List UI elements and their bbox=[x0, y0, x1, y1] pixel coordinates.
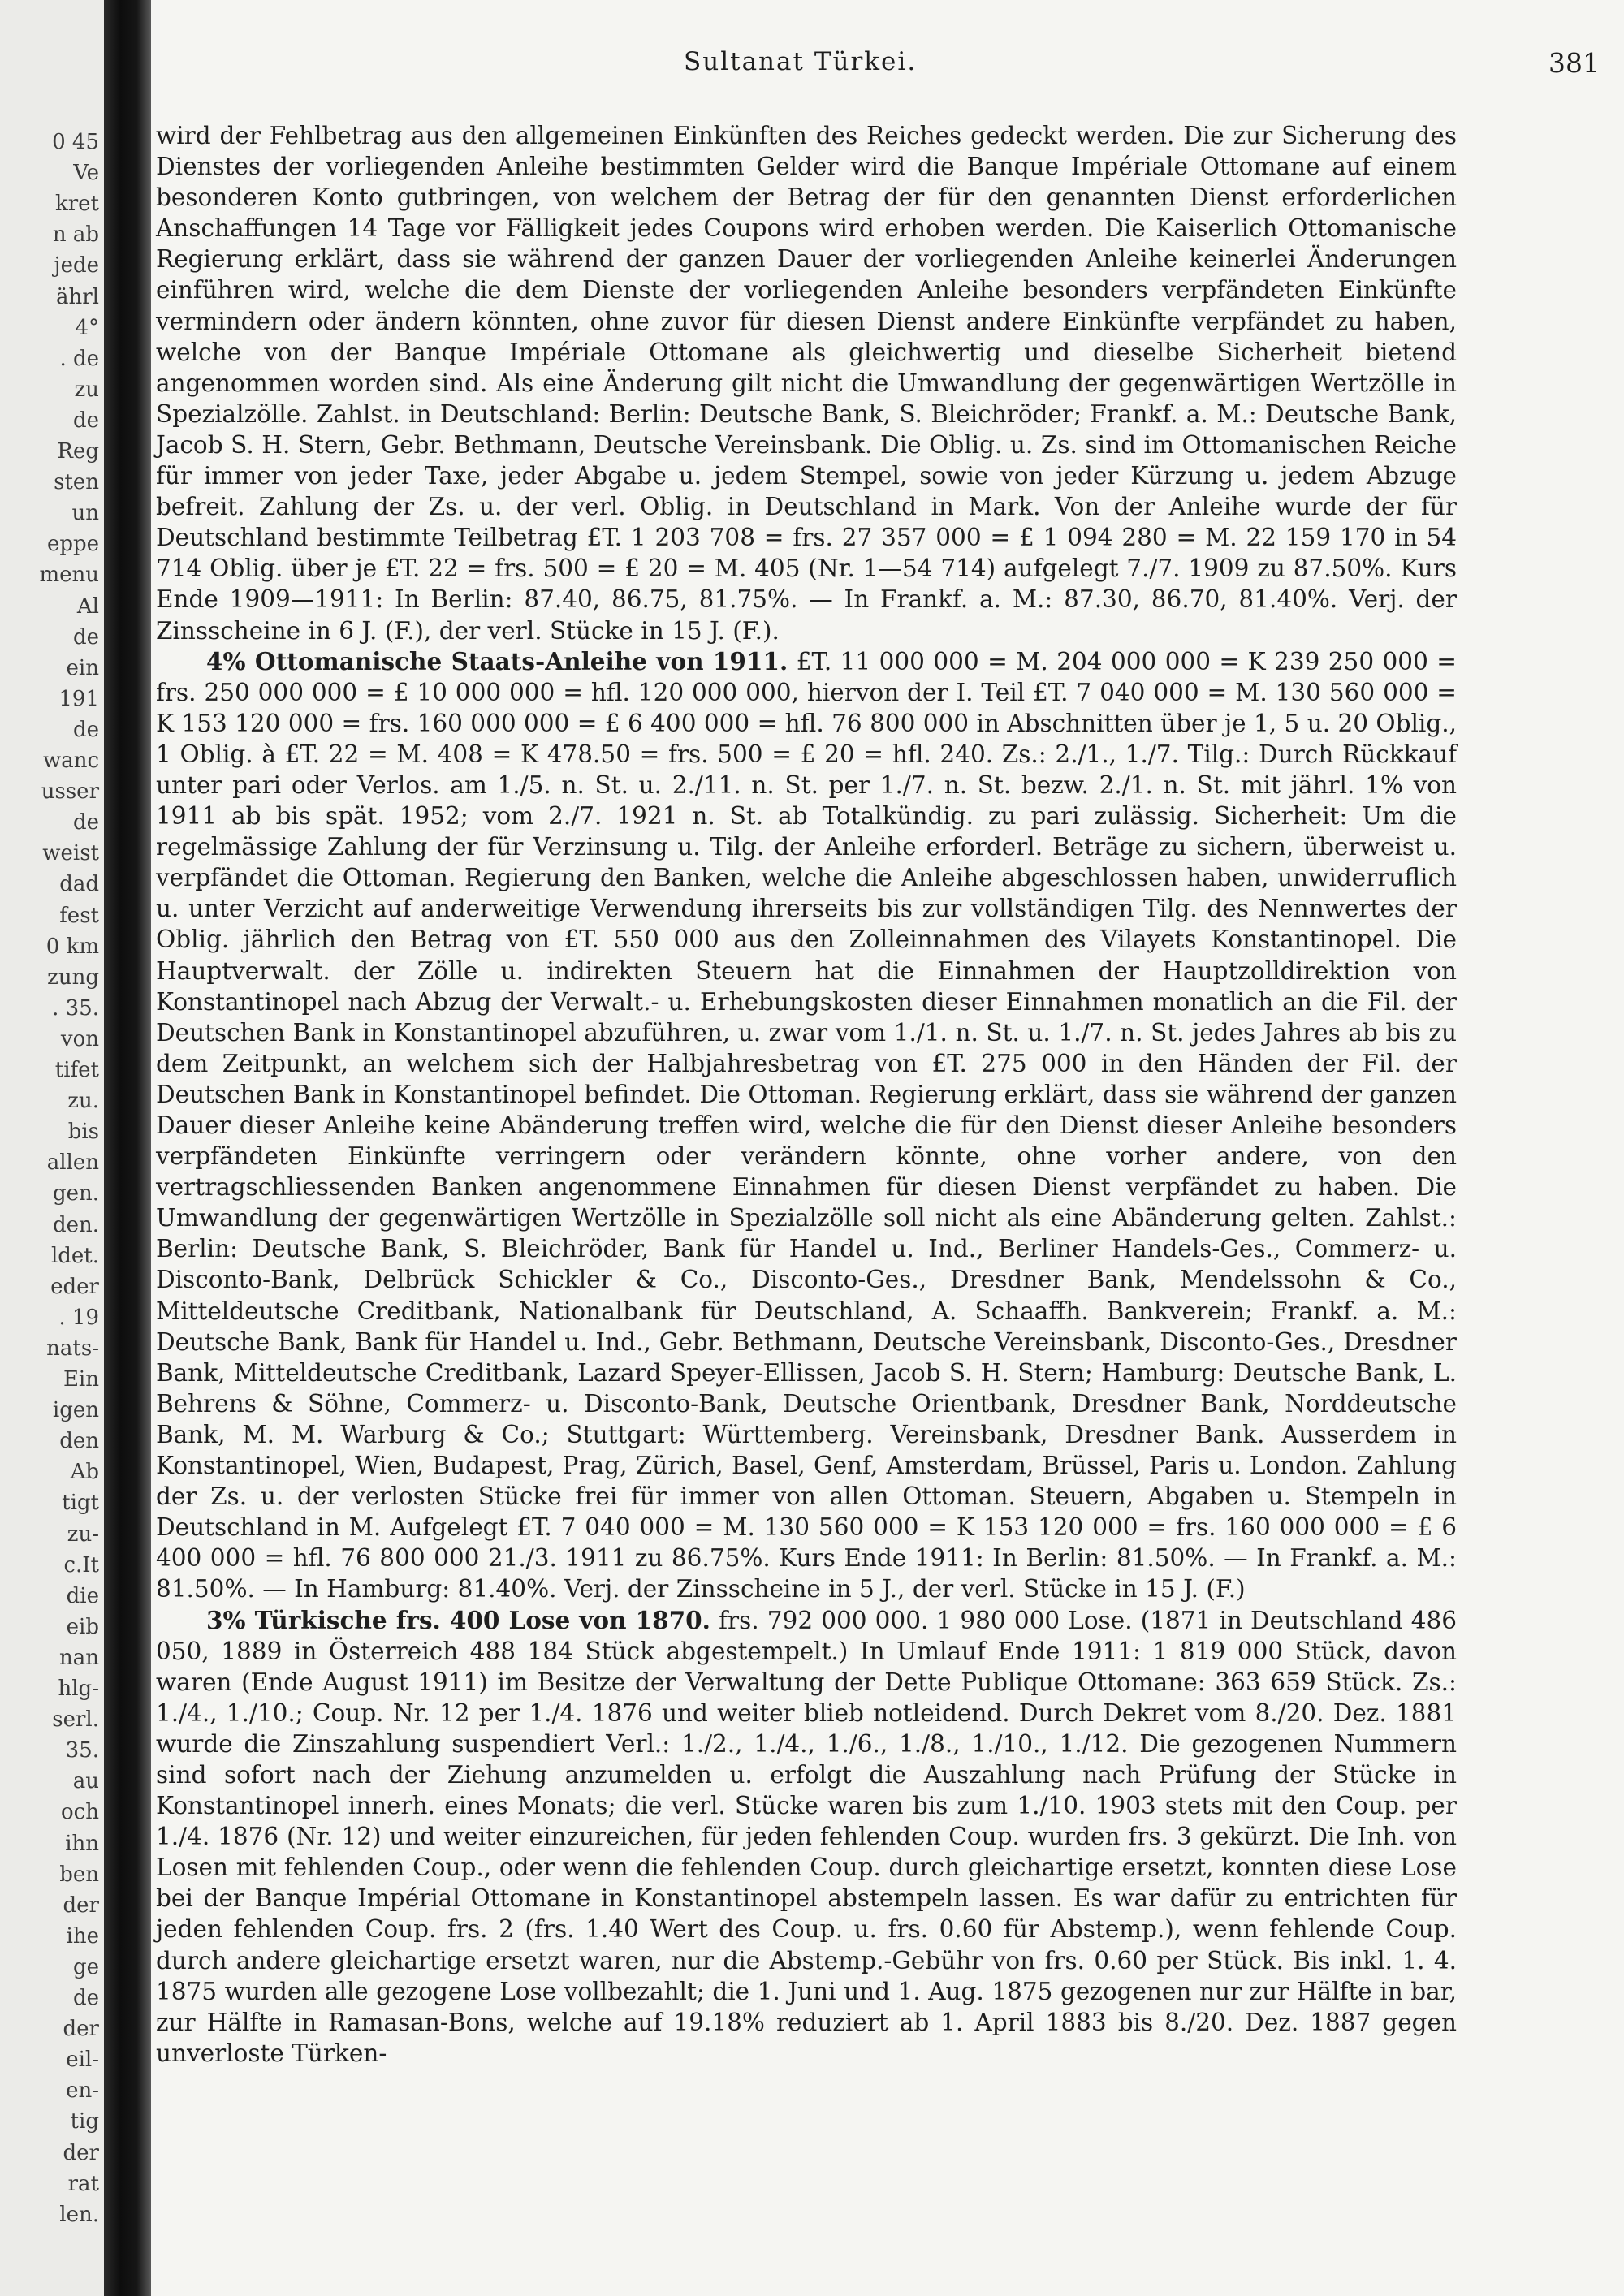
previous-page-fragment: 35. bbox=[65, 1738, 99, 1763]
previous-page-fragment: ährl bbox=[56, 284, 99, 309]
paragraph-ottoman-loan-1911 bbox=[156, 646, 1457, 1605]
previous-page-fragment: ldet. bbox=[50, 1243, 99, 1268]
previous-page-fragment: ge bbox=[72, 1954, 99, 1979]
previous-page-fragment: . 35. bbox=[52, 995, 99, 1021]
previous-page-fragment: n ab bbox=[52, 222, 99, 248]
previous-page-fragment: . de bbox=[59, 346, 99, 371]
previous-page-fragment: ben bbox=[59, 1862, 99, 1887]
previous-page-fragment: der bbox=[63, 2017, 99, 2042]
running-head bbox=[151, 47, 1624, 80]
previous-page-fragment: de bbox=[72, 810, 99, 835]
previous-page-fragment: eil- bbox=[66, 2048, 99, 2073]
previous-page-fragment: den bbox=[59, 1429, 99, 1454]
previous-page-fragment: Ab bbox=[70, 1460, 99, 1485]
previous-page-fragment: eib bbox=[66, 1614, 99, 1639]
previous-page-fragment: zu- bbox=[67, 1521, 99, 1547]
previous-page-fragment: zung bbox=[47, 965, 99, 990]
previous-page-fragment: Reg bbox=[57, 439, 99, 464]
previous-page-fragment: un bbox=[71, 501, 99, 526]
previous-page-fragment: hlg- bbox=[58, 1677, 99, 1701]
previous-page-fragment: tigt bbox=[62, 1491, 99, 1516]
previous-page-fragment: 4° bbox=[75, 315, 99, 340]
previous-page-fragment: der bbox=[63, 1892, 99, 1918]
previous-page-fragment: serl. bbox=[52, 1707, 99, 1733]
previous-page-fragment: allen bbox=[46, 1150, 99, 1176]
page-number: 381 bbox=[1548, 47, 1600, 79]
previous-page-fragment: rat bbox=[67, 2171, 99, 2196]
previous-page-fragment: de bbox=[72, 624, 99, 650]
previous-page-fragment: c.It bbox=[63, 1552, 99, 1577]
entry-heading: 4% Ottomanische Staats-Anleihe von 1911. bbox=[206, 646, 788, 675]
previous-page-edge bbox=[0, 0, 104, 2296]
previous-page-fragment: ein bbox=[66, 655, 99, 680]
previous-page-fragment: Al bbox=[76, 593, 99, 619]
previous-page-fragment: nan bbox=[59, 1645, 99, 1670]
paragraph-text: frs. 792 000 000. 1 980 000 Lose. (1871 in Deutschland 486 050, 1889 in Österreich 488 184 Stück abgestempelt.) In Umlauf Ende 1911: 1 819 000 Stück, davon waren (Ende August 1911) im Besitze der Verwaltung der Dette Publique Ottomane: 363 659 Stück. Zs.: 1./4., 1./10.; Coup. Nr. 12 per 1./4. 1876 und weiter blieb notleidend. Durch Dekret vom 8./20. Dez. 1881 wurde die Zinszahlung suspendiert Verl.: 1./2., 1./4., 1./6., 1./8., 1./10., 1./12. Die gezogenen Nummern sind sofort nach der Ziehung anzumelden u. erfolgt die Auszahlung nach Prüfung der Stücke in Konstantinopel innerh. eines Monats; die verl. Stücke waren bis zum 1./10. 1903 stets mit den Coup. per 1./4. 1876 (Nr. 12) und weiter einzureichen, für jeden fehlenden Coup. wurden frs. 3 gekürzt. Die Inh. von Losen mit fehlenden Coup., oder wenn die fehlenden Coup. durch gleichartige ersetzt, konnten diese Lose bei der Banque Impérial Ottomane in Konstantinopel abstempeln lassen. Es war dafür zu entrichten für jeden fehlenden Coup. frs. 2 (frs. 1.40 Wert des Coup. u. frs. 0.60 für Abstemp.), wenn fehlende Coup. durch andere gleichartige ersetzt waren, nur die Abstemp.-Gebühr von frs. 0.60 per Stück. Bis inkl. 1. 4. 1875 wurden alle gezogene Lose vollbezahlt; die 1. Juni und 1. Aug. 1875 gezogenen nur zur Hälfte in bar, zur Hälfte in Ramasan-Bons, welche auf 19.18% reduziert ab 1. April 1883 bis 8./20. Dez. 1887 gegen unverloste Türken- bbox=[156, 1606, 1457, 2067]
previous-page-fragment: kret bbox=[54, 192, 99, 217]
previous-page-fragment: weist bbox=[42, 841, 99, 866]
paragraph-continuation bbox=[156, 120, 1457, 646]
previous-page-fragment: wanc bbox=[42, 749, 99, 773]
previous-page-fragment: fest bbox=[59, 903, 99, 928]
previous-page-fragment: sten bbox=[54, 470, 99, 495]
previous-page-fragment: 0 km bbox=[45, 934, 99, 959]
previous-page-fragment: menu bbox=[39, 563, 99, 588]
previous-page-fragment: von bbox=[60, 1026, 99, 1051]
previous-page-fragment: tig bbox=[70, 2109, 99, 2134]
previous-page-fragment: de bbox=[72, 717, 99, 742]
previous-page-fragment: au bbox=[72, 1769, 99, 1794]
previous-page-fragment: den. bbox=[52, 1212, 99, 1237]
previous-page-fragment: igen bbox=[52, 1398, 99, 1423]
previous-page-fragment: zu bbox=[74, 377, 99, 402]
paragraph-turkish-lots-1870 bbox=[156, 1605, 1457, 2069]
paragraph-text: wird der Fehlbetrag aus den allgemeinen Einkünften des Reiches gedeckt werden. Die zur Sicherung des Dienstes der vorliegenden Anleihe bestimmten Gelder wird die Banque Impériale Ottomane auf einem besonderen Konto gutbringen, von welchem der Betrag der für den genannten Dienst erforderlichen Anschaffungen 14 Tage vor Fälligkeit jedes Coupons wird erhoben werden. Die Kaiserlich Ottomanische Regierung erklärt, dass sie während der ganzen Dauer der vorliegenden Anleihe keinerlei Änderungen einführen wird, welche die dem Dienste der vorliegenden Anleihe besonders verpfändeten Einkünfte vermindern oder ändern könnten, ohne zuvor für diesen Dienst andere Einkünfte verpfändet zu haben, welche von der Banque Impériale Ottomane als gleichwertig und dieselbe Sicherheit bietend angenommen worden sind. Als eine Änderung gilt nicht die Umwandlung der gegenwärtigen Wertzölle in Spezialzölle. Zahlst. in Deutschland: Berlin: Deutsche Bank, S. Bleichröder; Frankf. a. M.: Deutsche Bank, Jacob S. H. Stern, Gebr. Bethmann, Deutsche Vereinsbank. Die Oblig. u. Zs. sind im Ottomanischen Reiche für immer von jeder Taxe, jeder Abgabe u. jedem Stempel, sowie von jeder Kürzung u. jedem Abzuge befreit. Zahlung der Zs. u. der verl. Oblig. in Deutschland in Mark. Von der Anleihe wurde der für Deutschland bestimmte Teilbetrag £T. 1 203 708 = frs. 27 357 000 = £ 1 094 280 = M. 22 159 170 in 54 714 Oblig. über je £T. 22 = frs. 500 = £ 20 = M. 405 (Nr. 1—54 714) aufgelegt 7./7. 1909 zu 87.50%. Kurs Ende 1909—1911: In Berlin: 87.40, 86.75, 81.75%. — In Frankf. a. M.: 87.30, 86.70, 81.40%. Verj. der Zinsscheine in 6 J. (F.), der verl. Stücke in 15 J. (F.). bbox=[156, 122, 1457, 645]
previous-page-fragment: 0 45 bbox=[52, 130, 99, 154]
previous-page-fragment: dad bbox=[59, 872, 99, 897]
running-title: Sultanat Türkei. bbox=[684, 47, 918, 76]
previous-page-fragment: och bbox=[61, 1800, 99, 1825]
previous-page-fragment: Ve bbox=[73, 161, 99, 186]
previous-page-fragment: zu. bbox=[67, 1089, 99, 1114]
book-gutter bbox=[104, 0, 151, 2296]
previous-page-fragment: 191 bbox=[58, 686, 99, 711]
previous-page-fragment: die bbox=[66, 1583, 99, 1608]
previous-page-fragment: ihn bbox=[65, 1831, 99, 1856]
text-block bbox=[156, 120, 1457, 2069]
previous-page-fragment: tifet bbox=[54, 1058, 99, 1082]
previous-page-fragment: der bbox=[63, 2140, 99, 2165]
entry-heading: 3% Türkische frs. 400 Lose von 1870. bbox=[206, 1605, 710, 1634]
previous-page-fragment: usser bbox=[41, 779, 99, 805]
previous-page-fragment: len. bbox=[59, 2202, 99, 2227]
book-page bbox=[151, 0, 1624, 2296]
previous-page-fragment: eppe bbox=[46, 532, 99, 557]
previous-page-fragment: Ein bbox=[63, 1367, 99, 1392]
previous-page-fragment: ihe bbox=[66, 1923, 99, 1949]
previous-page-fragment: gen. bbox=[52, 1181, 99, 1206]
previous-page-fragment: bis bbox=[67, 1120, 99, 1145]
previous-page-fragment: nats- bbox=[46, 1336, 99, 1361]
previous-page-fragment: jede bbox=[54, 253, 99, 278]
previous-page-fragment: . 19 bbox=[58, 1305, 99, 1330]
paragraph-text: £T. 11 000 000 = M. 204 000 000 = K 239 250 000 = frs. 250 000 000 = £ 10 000 000 = hfl. 120 000 000, hiervon der I. Teil £T. 7 040 000 = M. 130 560 000 = K 153 120 000 = frs. 160 000 000 = £ 6 400 000 = hfl. 76 800 000 in Abschnitten über je 1, 5 u. 20 Oblig., 1 Oblig. à £T. 22 = M. 408 = K 478.50 = frs. 500 = £ 20 = hfl. 240. Zs.: 2./1., 1./7. Tilg.: Durch Rückkauf unter pari oder Verlos. am 1./5. n. St. u. 2./11. n. St. per 1./7. n. St. bezw. 2./1. n. St. mit jährl. 1% von 1911 ab bis spät. 1952; vom 2./7. 1921 n. St. ab Totalkündig. zu pari zulässig. Sicherheit: Um die regelmässige Zahlung der für Verzinsung u. Tilg. der Anleihe erforderl. Beträge zu sichern, überweist u. verpfändet die Ottoman. Regierung den Banken, welche die Anleihe abgeschlossen haben, unwiderruflich u. unter Verzicht auf anderweitige Verwendung ihrerseits bis zur vollständigen Tilg. des Nennwertes der Oblig. jährlich den Betrag von £T. 550 000 aus den Zolleinnahmen des Vilayets Konstantinopel. Die Hauptverwalt. der Zölle u. indirekten Steuern hat die Einnahmen der Hauptzolldirektion von Konstantinopel nach Abzug der Verwalt.- u. Erhebungskosten dieser Einnahmen monatlich an die Fil. der Deutschen Bank in Konstantinopel abzuführen, u. zwar vom 1./1. n. St. u. 1./7. n. St. jedes Jahres ab bis zu dem Zeitpunkt, an welchem sich der Halbjahresbetrag von £T. 275 000 in den Händen der Fil. der Deutschen Bank in Konstantinopel befindet. Die Ottoman. Regierung erklärt, dass sie während der ganzen Dauer dieser Anleihe keine Abänderung treffen wird, welche die für den Dienst dieser Anleihe besonders verpfändeten Einkünfte verringern oder verändern könnte, ohne vorher andere, von den vertragschliessenden Banken angenommene Einnahmen für diesen Dienst verpfändet zu haben. Die Umwandlung der gegenwärtigen Wertzölle in Spezialzölle soll nicht als eine Abänderung gelten. Zahlst.: Berlin: Deutsche Bank, S. Bleichröder, Bank für Handel u. Ind., Berliner Handels-Ges., Commerz- u. Disconto-Bank, Delbrück Schickler & Co., Disconto-Ges., Dresdner Bank, Mendelssohn & Co., Mitteldeutsche Creditbank, Nationalbank für Deutschland, A. Schaaffh. Bankverein; Frankf. a. M.: Deutsche Bank, Bank für Handel u. Ind., Gebr. Bethmann, Deutsche Vereinsbank, Disconto-Ges., Dresdner Bank, Mitteldeutsche Creditbank, Lazard Speyer-Ellissen, Jacob S. H. Stern; Hamburg: Deutsche Bank, L. Behrens & Söhne, Commerz- u. Disconto-Bank, Deutsche Orientbank, Dresdner Bank, Norddeutsche Bank, M. M. Warburg & Co.; Stuttgart: Württemberg. Vereinsbank, Dresdner Bank. Ausserdem in Konstantinopel, Wien, Budapest, Prag, Zürich, Basel, Genf, Amsterdam, Brüssel, Paris u. London. Zahlung der Zs. u. der verlosten Stücke frei für immer von allen Ottoman. Steuern, Abgaben u. Stempeln in Deutschland in M. Aufgelegt £T. 7 040 000 = M. 130 560 000 = K 153 120 000 = frs. 160 000 000 = £ 6 400 000 = hfl. 76 800 000 21./3. 1911 zu 86.75%. Kurs Ende 1911: In Berlin: 81.50%. — In Frankf. a. M.: 81.50%. — In Hamburg: 81.40%. Verj. der Zinsscheine in 5 J., der verl. Stücke in 15 J. (F.) bbox=[156, 647, 1457, 1603]
previous-page-fragment: de bbox=[72, 408, 99, 433]
previous-page-fragment: eder bbox=[50, 1274, 99, 1299]
previous-page-fragment: en- bbox=[66, 2078, 99, 2104]
previous-page-fragment: de bbox=[72, 1986, 99, 2010]
